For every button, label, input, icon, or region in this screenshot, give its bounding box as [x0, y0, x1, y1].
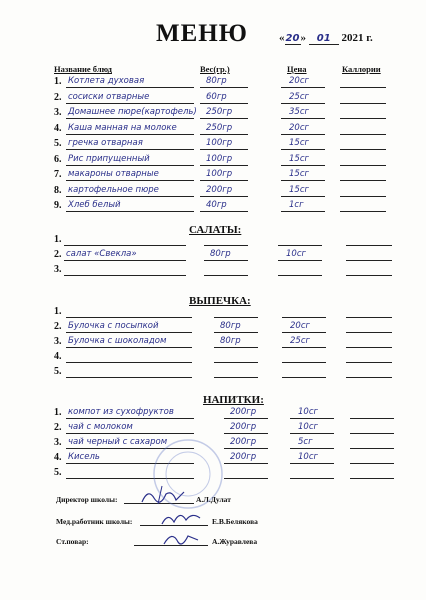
drink-row-3-price-line [290, 448, 334, 449]
drink-row-1-price-line [290, 418, 334, 419]
main-row-1-calories-line [340, 87, 386, 88]
drink-row-1-number: 1. [54, 407, 62, 418]
main-row-5-price-line [281, 149, 325, 150]
page-title: МЕНЮ [156, 20, 248, 47]
main-row-9-weight-line [200, 211, 248, 212]
drink-row-2-weight: 200гр [230, 422, 257, 432]
bakery-row-5-name-line [66, 377, 192, 378]
cook-label: Ст.повар: [56, 537, 89, 546]
main-row-2-number: 2. [54, 91, 62, 103]
bakery-row-3-price-line [282, 347, 326, 348]
main-row-7-weight: 100гр [206, 169, 233, 179]
main-row-1-name: Котлета духовая [68, 76, 145, 86]
drink-row-1-name-line [66, 418, 194, 419]
main-row-3-weight-line [200, 118, 248, 119]
bakery-row-2-number: 2. [54, 321, 62, 332]
bakery-row-2-weight-line [214, 332, 258, 333]
drink-row-3-price: 5сг [298, 437, 313, 447]
main-row-4-weight: 250гр [206, 122, 233, 133]
main-row-2-name: сосиски отварные [68, 91, 150, 102]
main-row-4-weight-line [200, 134, 248, 135]
drink-row-3-name: чай черный с сахаром [68, 437, 168, 447]
main-row-3-price-line [281, 118, 325, 119]
main-row-8-calories-line [340, 196, 386, 197]
salad-row-2-number: 2. [54, 249, 62, 260]
director-label: Директор школы: [56, 495, 118, 504]
bakery-row-3-weight-line [214, 347, 258, 348]
main-row-5-price: 15сг [289, 138, 309, 148]
main-row-2-name-line [66, 103, 194, 104]
medic-name: Е.В.Белякова [212, 517, 258, 526]
main-row-8-price-line [281, 196, 325, 197]
bakery-title: ВЫПЕЧКА: [189, 295, 251, 307]
drink-row-4-price: 10сг [298, 452, 318, 462]
bakery-row-3-price: 25сг [290, 336, 310, 346]
main-row-5-name: гречка отварная [68, 138, 143, 148]
main-row-6-weight-line [200, 165, 248, 166]
drink-row-3-weight-line [224, 448, 268, 449]
bakery-row-1-price-line [282, 317, 326, 318]
bakery-row-5-price-line [282, 377, 326, 378]
bakery-row-1-name-line [66, 317, 192, 318]
drink-row-3-weight: 200гр [230, 437, 257, 447]
column-name-header: Название блюд [54, 64, 112, 74]
main-row-8-price: 15сг [289, 184, 309, 195]
main-row-6-price: 15сг [289, 153, 309, 164]
main-row-9-price: 1сг [289, 200, 304, 210]
date-year: 2021 г. [341, 32, 373, 44]
main-row-8-weight: 200гр [206, 184, 233, 195]
salad-row-2-weight-line [204, 260, 248, 261]
bakery-row-3-weight: 80гр [220, 336, 241, 346]
main-row-4-calories-line [340, 134, 386, 135]
main-row-6-weight: 100гр [206, 153, 233, 164]
bakery-row-5-number: 5. [54, 366, 62, 377]
cook-signature-icon [160, 528, 204, 550]
drinks-title: НАПИТКИ: [203, 394, 264, 406]
main-row-5-weight-line [200, 149, 248, 150]
salad-row-2-name: салат «Свекла» [66, 249, 137, 259]
salads-title: САЛАТЫ: [189, 224, 242, 236]
drink-row-3-calories-line [350, 448, 394, 449]
bakery-row-3-name: Булочка с шоколадом [68, 336, 167, 346]
date-open-quote: « [279, 32, 285, 44]
bakery-row-4-name-line [66, 362, 192, 363]
main-row-8-name: картофельное пюре [68, 184, 159, 195]
main-row-5-name-line [66, 149, 194, 150]
bakery-row-3-number: 3. [54, 336, 62, 347]
drink-row-4-calories-line [350, 463, 394, 464]
main-row-2-weight: 60гр [206, 91, 227, 102]
salad-row-2-price-line [278, 260, 322, 261]
bakery-row-4-number: 4. [54, 351, 62, 362]
drink-row-5-number: 5. [54, 467, 62, 478]
main-row-6-number: 6. [54, 153, 62, 165]
drink-row-5-price-line [290, 478, 334, 479]
bakery-row-5-weight-line [214, 377, 258, 378]
main-row-8-weight-line [200, 196, 248, 197]
main-row-2-weight-line [200, 103, 248, 104]
main-row-9-calories-line [340, 211, 386, 212]
main-row-7-weight-line [200, 180, 248, 181]
salad-row-2-weight: 80гр [210, 249, 231, 259]
salad-row-1-calories-line [346, 245, 392, 246]
drink-row-2-weight-line [224, 433, 268, 434]
main-row-3-name: Домашнее пюре(картофель) [68, 107, 197, 117]
date-month: 01 [309, 33, 339, 45]
drink-row-1-calories-line [350, 418, 394, 419]
main-row-1-price-line [281, 87, 325, 88]
bakery-row-4-weight-line [214, 362, 258, 363]
date-day: 20 [285, 33, 300, 44]
main-row-8-number: 8. [54, 184, 62, 196]
main-row-7-number: 7. [54, 169, 62, 180]
main-row-9-name-line [66, 211, 194, 212]
salad-row-1-weight-line [204, 245, 248, 246]
main-row-4-number: 4. [54, 122, 62, 134]
main-row-7-price-line [281, 180, 325, 181]
date-field [279, 32, 373, 45]
main-row-6-name-line [66, 165, 194, 166]
salad-row-1-name-line [64, 245, 186, 246]
salad-row-2-price: 10сг [286, 249, 306, 259]
main-row-4-name-line [66, 134, 194, 135]
bakery-row-2-name: Булочка с посыпкой [68, 321, 159, 331]
salad-row-3-calories-line [346, 275, 392, 276]
drink-row-4-price-line [290, 463, 334, 464]
main-row-2-price: 25сг [289, 91, 309, 102]
salad-row-2-name-line [64, 260, 186, 261]
drink-row-1-weight: 200гр [230, 407, 257, 417]
drink-row-2-name-line [66, 433, 194, 434]
bakery-row-3-calories-line [346, 347, 392, 348]
salad-row-2-calories-line [346, 260, 392, 261]
bakery-row-2-name-line [66, 332, 192, 333]
medic-label: Мед.работник школы: [56, 517, 133, 526]
drink-row-2-number: 2. [54, 422, 62, 433]
main-row-3-calories-line [340, 118, 386, 119]
drink-row-3-number: 3. [54, 437, 62, 448]
drink-row-4-weight: 200гр [230, 452, 257, 462]
main-row-8-name-line [66, 196, 194, 197]
main-row-3-number: 3. [54, 107, 62, 118]
main-row-9-name: Хлеб белый [68, 200, 121, 210]
column-price-header: Цена [287, 64, 307, 74]
drink-row-4-name: Кисель [68, 452, 100, 462]
drink-row-1-price: 10сг [298, 407, 318, 417]
main-row-9-number: 9. [54, 200, 62, 211]
main-row-1-price: 20сг [289, 76, 309, 86]
cook-name: А.Журавлева [212, 537, 258, 546]
column-weight-header: Вес(гр.) [200, 64, 230, 74]
main-row-3-price: 35сг [289, 107, 309, 117]
main-row-3-name-line [66, 118, 194, 119]
bakery-row-1-weight-line [214, 317, 258, 318]
drink-row-2-price-line [290, 433, 334, 434]
salad-row-3-weight-line [204, 275, 248, 276]
main-row-9-price-line [281, 211, 325, 212]
salad-row-1-price-line [278, 245, 322, 246]
drink-row-1-weight-line [224, 418, 268, 419]
bakery-row-1-calories-line [346, 317, 392, 318]
main-row-7-name-line [66, 180, 194, 181]
drink-row-4-weight-line [224, 463, 268, 464]
drink-row-4-number: 4. [54, 452, 62, 463]
main-row-7-price: 15сг [289, 169, 309, 179]
drink-row-2-price: 10сг [298, 422, 318, 432]
main-row-5-number: 5. [54, 138, 62, 149]
main-row-6-calories-line [340, 165, 386, 166]
main-row-3-weight: 250гр [206, 107, 233, 117]
main-row-4-price-line [281, 134, 325, 135]
bakery-row-3-name-line [66, 347, 192, 348]
main-row-1-weight: 80гр [206, 76, 227, 86]
column-calories-header: Каллории [342, 64, 381, 74]
bakery-row-2-price-line [282, 332, 326, 333]
bakery-row-1-number: 1. [54, 306, 62, 317]
bakery-row-4-calories-line [346, 362, 392, 363]
salad-row-3-price-line [278, 275, 322, 276]
bakery-row-2-calories-line [346, 332, 392, 333]
main-row-9-weight: 40гр [206, 200, 227, 210]
main-row-2-price-line [281, 103, 325, 104]
bakery-row-5-calories-line [346, 377, 392, 378]
drink-row-5-calories-line [350, 478, 394, 479]
director-name: А.Л.Дулат [196, 495, 231, 504]
main-row-5-calories-line [340, 149, 386, 150]
salad-row-1-number: 1. [54, 234, 62, 245]
main-row-7-name: макароны отварные [68, 169, 159, 179]
date-close-quote: » [300, 32, 306, 44]
drink-row-2-name: чай с молоком [68, 422, 133, 432]
drink-row-5-weight-line [224, 478, 268, 479]
main-row-6-price-line [281, 165, 325, 166]
main-row-4-name: Каша манная на молоке [68, 122, 177, 133]
salad-row-3-name-line [64, 275, 186, 276]
school-stamp-icon [150, 436, 226, 512]
bakery-row-4-price-line [282, 362, 326, 363]
main-row-2-calories-line [340, 103, 386, 104]
main-row-7-calories-line [340, 180, 386, 181]
drink-row-1-name: компот из сухофруктов [68, 407, 174, 417]
bakery-row-2-weight: 80гр [220, 321, 241, 331]
bakery-row-2-price: 20сг [290, 321, 310, 331]
main-row-4-price: 20сг [289, 122, 309, 133]
main-row-1-weight-line [200, 87, 248, 88]
salad-row-3-number: 3. [54, 264, 62, 275]
main-row-5-weight: 100гр [206, 138, 233, 148]
drink-row-2-calories-line [350, 433, 394, 434]
main-row-1-name-line [66, 87, 194, 88]
main-row-6-name: Рис припущенный [68, 153, 150, 164]
main-row-1-number: 1. [54, 76, 62, 87]
